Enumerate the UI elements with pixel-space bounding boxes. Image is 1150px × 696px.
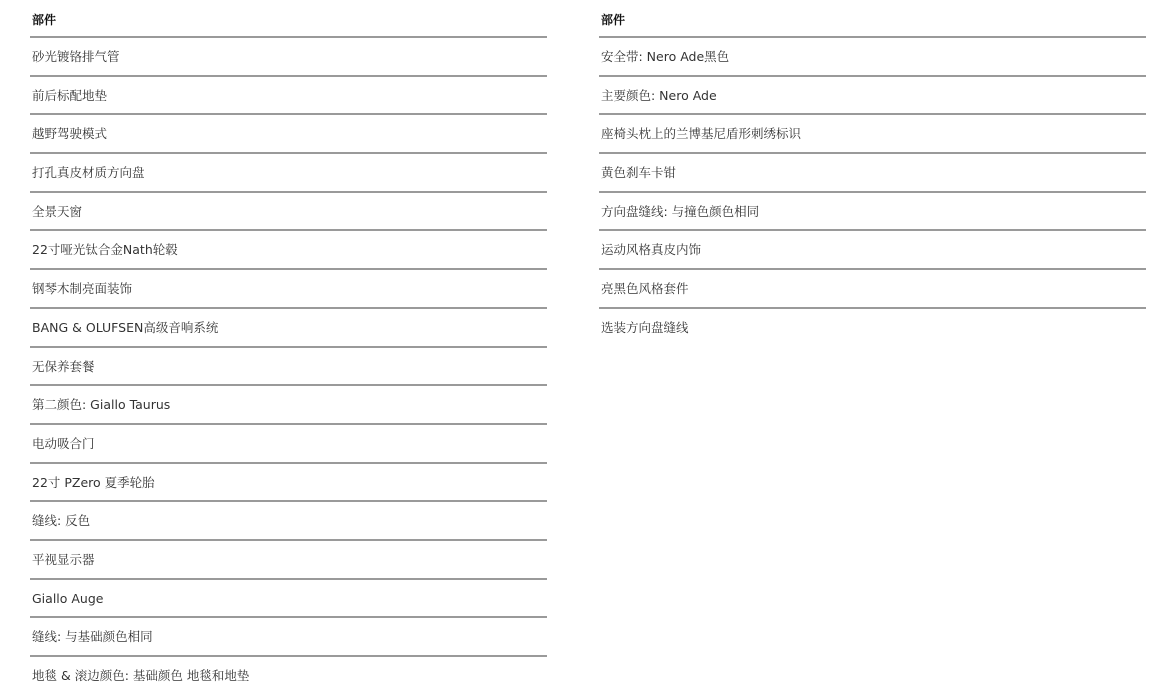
list-item: 座椅头枕上的兰博基尼盾形刺绣标识 (599, 115, 1146, 154)
list-item: 黄色刹车卡钳 (599, 154, 1146, 193)
left-parts-list (30, 38, 547, 696)
list-item: 钢琴木制亮面装饰 (30, 270, 547, 309)
list-item: 无保养套餐 (30, 348, 547, 387)
list-item: 砂光镀铬排气管 (30, 38, 547, 77)
list-item: 选装方向盘缝线 (601, 319, 689, 335)
list-item: 方向盘缝线: 与撞色颜色相同 (599, 193, 1146, 232)
list-item: 22寸 PZero 夏季轮胎 (30, 464, 547, 503)
left-parts-column (30, 0, 547, 696)
right-parts-column (599, 0, 1146, 348)
list-item: 越野驾驶模式 (30, 115, 547, 154)
list-item: 主要颜色: Nero Ade (599, 77, 1146, 116)
left-column-header: 部件 (30, 0, 547, 38)
list-item: BANG & OLUFSEN高级音响系统 (30, 309, 547, 348)
list-item: 亮黑色风格套件 (599, 270, 1146, 309)
list-item: 地毯 & 滚边颜色: 基础颜色 地毯和地垫 (32, 668, 250, 683)
list-item: Giallo Auge (30, 580, 547, 619)
list-item: 打孔真皮材质方向盘 (30, 154, 547, 193)
list-item: 前后标配地垫 (30, 77, 547, 116)
list-item: 运动风格真皮内饰 (599, 231, 1146, 270)
list-item: 全景天窗 (30, 193, 547, 232)
list-item: 缝线: 反色 (30, 502, 547, 541)
list-item: 第二颜色: Giallo Taurus (30, 386, 547, 425)
list-item: 电动吸合门 (30, 425, 547, 464)
list-item: 安全带: Nero Ade黑色 (599, 38, 1146, 77)
right-parts-list (599, 38, 1146, 348)
list-item: 缝线: 与基础颜色相同 (30, 618, 547, 657)
right-column-header: 部件 (599, 0, 1146, 38)
list-item: 22寸哑光钛合金Nath轮毂 (30, 231, 547, 270)
list-item: 平视显示器 (30, 541, 547, 580)
